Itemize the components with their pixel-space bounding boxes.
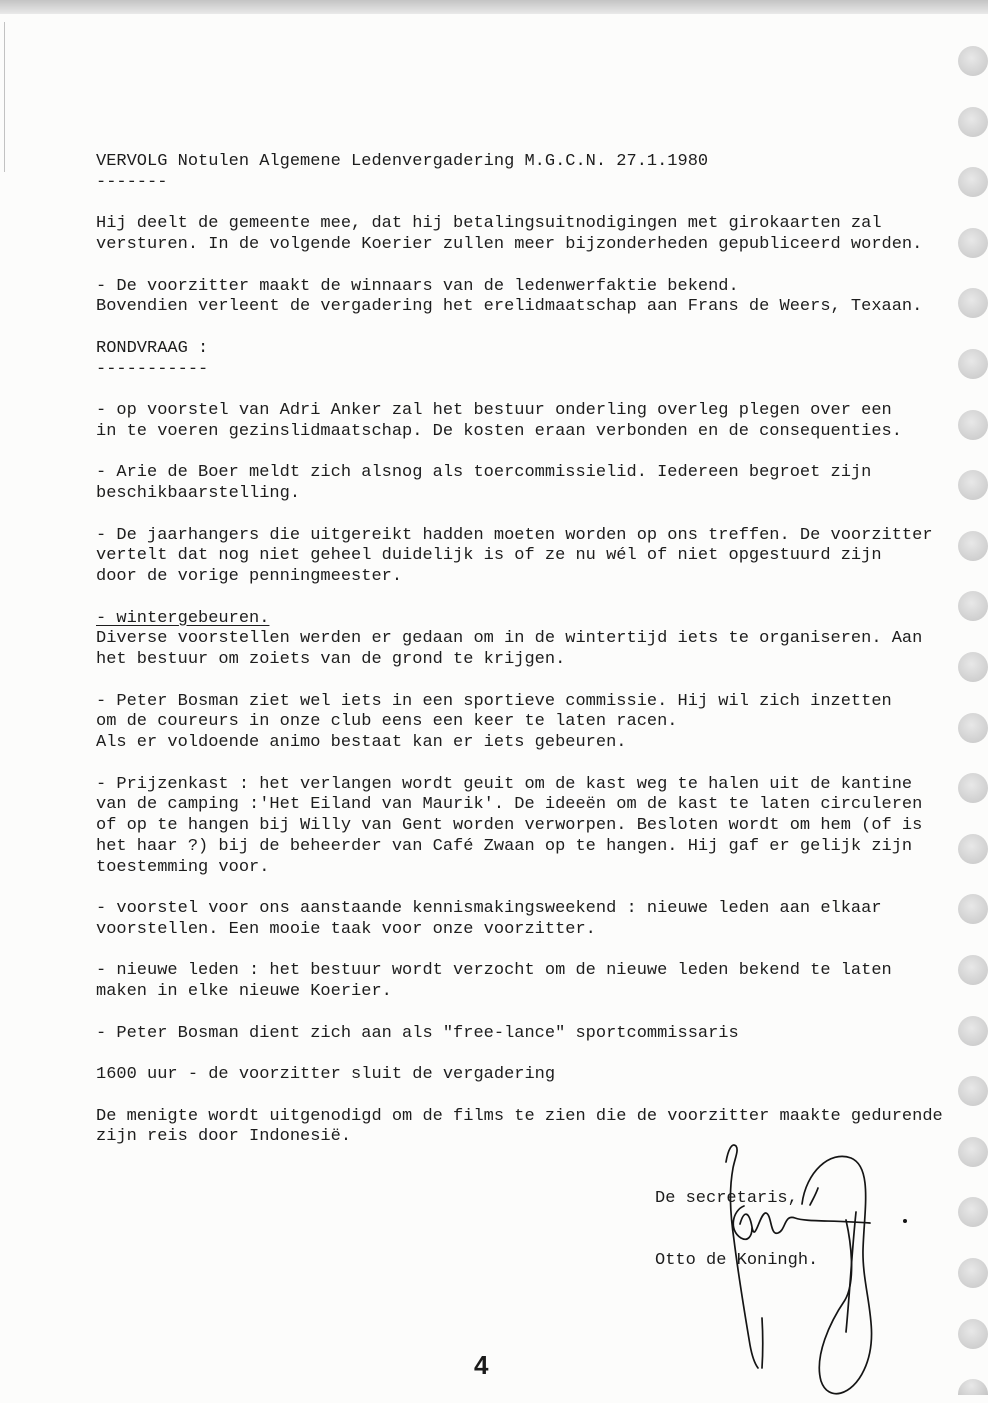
text-line: - De voorzitter maakt de winnaars van de ledenwerfaktie bekend. bbox=[96, 276, 739, 296]
binder-hole bbox=[958, 652, 988, 682]
text-line: Als er voldoende animo bestaat kan er iets gebeuren. bbox=[96, 733, 627, 752]
signature-stroke bbox=[733, 1206, 752, 1239]
text-line: - Arie de Boer meldt zich alsnog als toercommissielid. Iedereen begroet zijn bbox=[96, 463, 872, 483]
text-line: 1600 uur - de voorzitter sluit de vergadering bbox=[96, 1065, 556, 1084]
text-line: het haar ?) bij de beheerder van Café Zwaan op te hangen. Hij gaf er gelijk zijn bbox=[96, 836, 913, 856]
binder-hole bbox=[958, 167, 988, 197]
paragraph bbox=[96, 277, 956, 319]
text-line: in te voeren gezinslidmaatschap. De kosten eraan verbonden en de consequenties. bbox=[96, 421, 902, 441]
document-body bbox=[96, 152, 956, 1169]
text-line: vertelt dat nog niet geheel duidelijk is of ze nu wél of niet opgestuurd zijn bbox=[96, 546, 882, 566]
paragraph bbox=[96, 899, 956, 941]
binder-hole bbox=[958, 591, 988, 621]
text-line: versturen. In de volgende Koerier zullen meer bijzonderheden gepubliceerd worden. bbox=[96, 235, 923, 254]
section-heading: RONDVRAAG : bbox=[96, 338, 209, 358]
binder-hole bbox=[958, 1016, 988, 1046]
heading-block bbox=[96, 152, 956, 194]
text-line: van de camping :'Het Eiland van Maurik'. De ideeën om de kast te laten circuleren bbox=[96, 795, 923, 815]
text-line: - voorstel voor ons aanstaande kennismakingsweekend : nieuwe leden aan elkaar bbox=[96, 899, 882, 918]
binder-hole bbox=[958, 955, 988, 985]
signature-stroke bbox=[846, 1212, 856, 1332]
paragraph bbox=[96, 1024, 956, 1045]
scan-edge-left bbox=[4, 22, 5, 172]
paragraph bbox=[96, 214, 956, 256]
paragraph bbox=[96, 1065, 956, 1086]
text-line: toestemming voor. bbox=[96, 857, 270, 877]
section-heading-block bbox=[96, 339, 956, 381]
heading-rule: ------- bbox=[96, 172, 168, 192]
text-line: - Peter Bosman dient zich aan als "free-lance" sportcommissaris bbox=[96, 1023, 739, 1043]
text-line: zijn reis door Indonesië. bbox=[96, 1127, 352, 1147]
text-line: beschikbaarstelling. bbox=[96, 484, 301, 503]
binder-hole bbox=[958, 1319, 988, 1349]
binder-hole bbox=[958, 1197, 988, 1227]
text-line: voorstellen. Een mooie taak voor onze voorzitter. bbox=[96, 919, 596, 939]
text-line: - nieuwe leden : het bestuur wordt verzocht om de nieuwe leden bekend te laten bbox=[96, 961, 892, 981]
text-line: De menigte wordt uitgenodigd om de films te zien die de voorzitter maakte gedurende bbox=[96, 1106, 943, 1126]
binder-hole bbox=[958, 288, 988, 318]
text-line: het bestuur om zoiets van de grond te krijgen. bbox=[96, 650, 566, 669]
text-line: - De jaarhangers die uitgereikt hadden moeten worden op ons treffen. De voorzitter bbox=[96, 525, 933, 545]
binder-hole bbox=[958, 228, 988, 258]
binder-hole bbox=[958, 349, 988, 379]
signature-dot bbox=[903, 1219, 907, 1223]
binder-hole bbox=[958, 1076, 988, 1106]
binder-hole bbox=[958, 773, 988, 803]
binder-hole bbox=[958, 1379, 988, 1395]
scan-edge-top bbox=[0, 0, 988, 14]
page-number: 4 bbox=[474, 1350, 489, 1380]
text-line: - Peter Bosman ziet wel iets in een sportieve commissie. Hij wil zich inzetten bbox=[96, 691, 892, 711]
binder-hole bbox=[958, 410, 988, 440]
signature-stroke bbox=[810, 1188, 818, 1205]
binder-hole bbox=[958, 1137, 988, 1167]
paragraph bbox=[96, 775, 956, 879]
paragraph bbox=[96, 961, 956, 1003]
text-line: door de vorige penningmeester. bbox=[96, 567, 403, 586]
binder-hole bbox=[958, 46, 988, 76]
document-heading: VERVOLG Notulen Algemene Ledenvergadering M.G.C.N. 27.1.1980 bbox=[96, 152, 709, 171]
binder-hole bbox=[958, 107, 988, 137]
paragraph bbox=[96, 463, 956, 505]
paragraph bbox=[96, 692, 956, 754]
signature-role: De secretaris, bbox=[655, 1189, 798, 1208]
paragraph bbox=[96, 526, 956, 588]
signature-stroke bbox=[762, 1318, 763, 1368]
text-line: Diverse voorstellen werden er gedaan om in de wintertijd iets te organiseren. Aan bbox=[96, 629, 923, 649]
text-line: om de coureurs in onze club eens een keer te laten racen. bbox=[96, 712, 678, 732]
paragraph bbox=[96, 1107, 956, 1149]
binder-hole bbox=[958, 531, 988, 561]
text-line: - op voorstel van Adri Anker zal het bestuur onderling overleg plegen over een bbox=[96, 401, 892, 420]
signature-stroke bbox=[802, 1156, 872, 1393]
signature-stroke bbox=[740, 1213, 870, 1233]
paragraph bbox=[96, 401, 956, 443]
underlined-topic: - wintergebeuren. bbox=[96, 608, 270, 628]
binder-hole bbox=[958, 1258, 988, 1288]
text-line: Hij deelt de gemeente mee, dat hij betalingsuitnodigingen met girokaarten zal bbox=[96, 214, 882, 234]
binder-hole bbox=[958, 470, 988, 500]
binder-hole bbox=[958, 834, 988, 864]
paragraph bbox=[96, 609, 956, 671]
text-line: - Prijzenkast : het verlangen wordt geuit om de kast weg te halen uit de kantine bbox=[96, 774, 913, 794]
signature-name: Otto de Koningh. bbox=[655, 1251, 819, 1270]
binder-hole bbox=[958, 713, 988, 743]
section-heading-rule: ----------- bbox=[96, 359, 209, 379]
text-line: Bovendien verleent de vergadering het erelidmaatschap aan Frans de Weers, Texaan. bbox=[96, 297, 923, 317]
text-line: maken in elke nieuwe Koerier. bbox=[96, 982, 392, 1001]
text-line: of op te hangen bij Willy van Gent worden verworpen. Besloten wordt om hem (of is bbox=[96, 816, 923, 835]
binder-hole bbox=[958, 894, 988, 924]
